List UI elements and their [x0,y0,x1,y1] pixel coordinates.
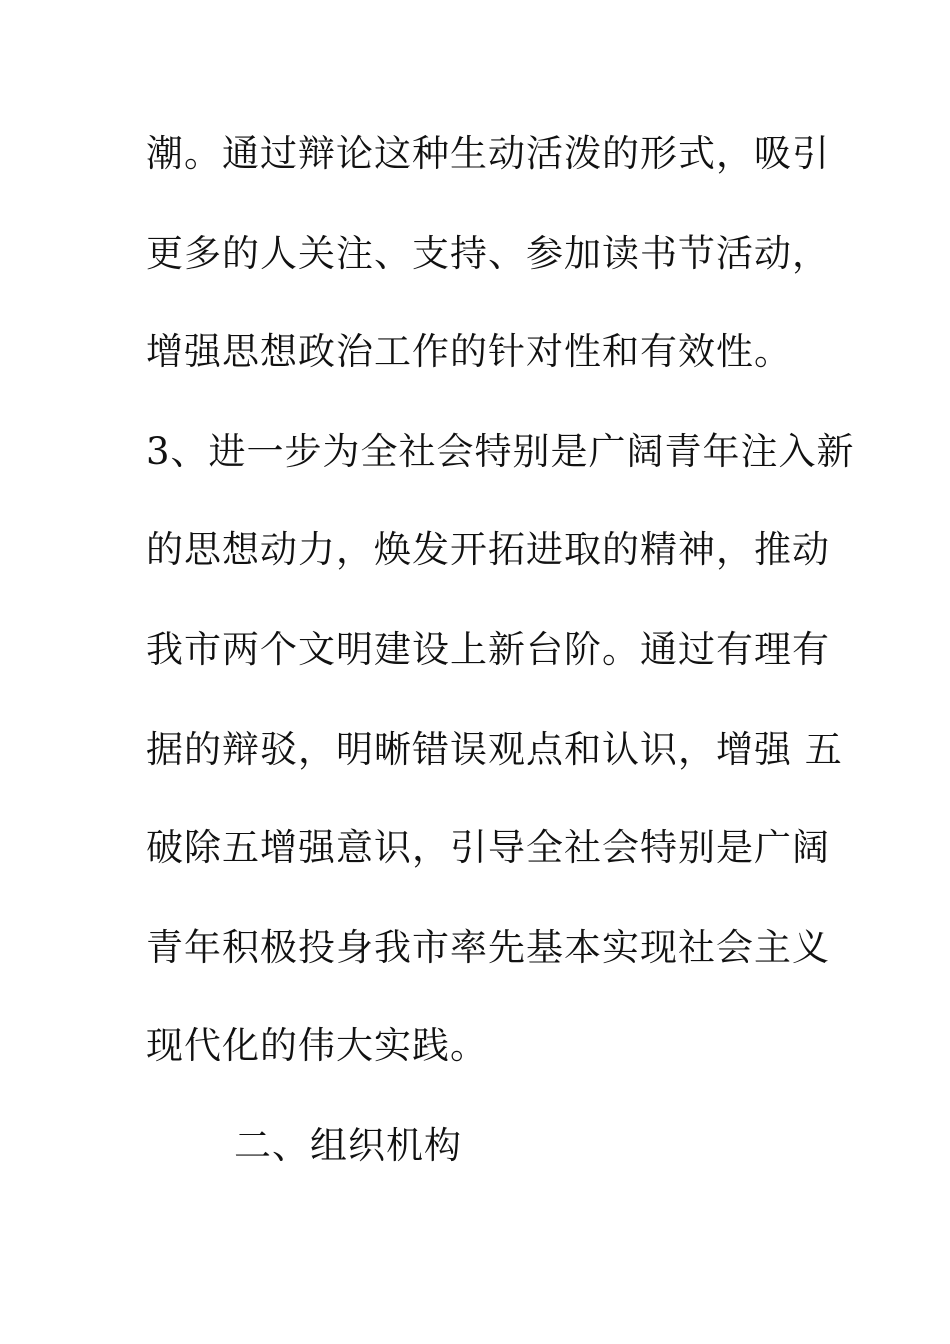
paragraph-line-2: 更多的人关注、支持、参加读书节活动， [146,232,830,275]
section-heading: 二、组织机构 [234,1124,462,1167]
paragraph-line-10: 现代化的伟大实践。 [146,1024,488,1067]
paragraph-line-3: 增强思想政治工作的针对性和有效性。 [146,330,792,373]
paragraph-line-6: 我市两个文明建设上新台阶。通过有理有 [146,628,830,671]
paragraph-line-9: 青年积极投身我市率先基本实现社会主义 [146,926,830,969]
paragraph-line-1: 潮。通过辩论这种生动活泼的形式，吸引 [146,132,830,175]
paragraph-line-7: 据的辩驳，明晰错误观点和认识，增强 五 [146,728,843,771]
paragraph-line-4: 3、进一步为全社会特别是广阔青年注入新 [146,430,855,473]
paragraph-line-5: 的思想动力，焕发开拓进取的精神，推动 [146,528,830,571]
paragraph-line-8: 破除五增强意识，引导全社会特别是广阔 [146,826,830,869]
